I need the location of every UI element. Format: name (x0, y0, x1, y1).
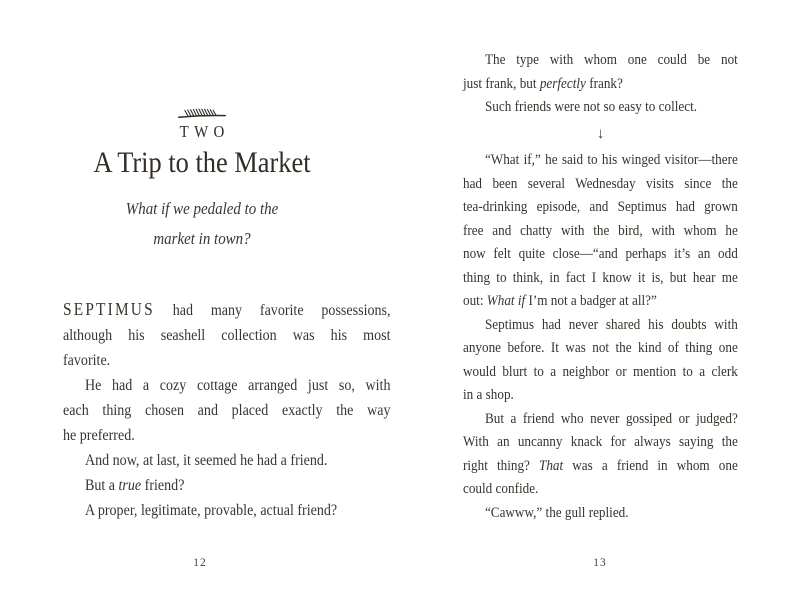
text-line (463, 96, 738, 120)
text-segment: I’m not a badger at all?” (525, 293, 657, 309)
text-segment: thing to think, in fact I know it is, but hear me (463, 269, 738, 286)
text-segment: A proper, legitimate, provable, actual friend? (84, 502, 338, 519)
text-segment: would blurt to a neighbor or mention to a clerk (463, 363, 738, 380)
text-line (463, 408, 738, 432)
text-segment: had many favorite possessions, (154, 302, 391, 319)
text-line (463, 267, 738, 291)
text-segment: in a shop. (463, 387, 514, 403)
right-page-text-bottom (463, 149, 738, 525)
text-line (463, 478, 738, 502)
page-number-right: 13 (593, 557, 607, 569)
text-segment: just frank, but (463, 75, 540, 92)
text-segment: friend? (141, 477, 185, 494)
text-segment: Such friends were not so easy to collect. (484, 99, 698, 115)
text-line (463, 337, 738, 361)
right-page-text-top (463, 49, 738, 120)
text-segment: With an uncanny knack for always saying the (463, 434, 738, 450)
page-number-left: 12 (193, 557, 207, 569)
text-segment: “Cawww,” the gull replied. (484, 504, 629, 521)
text-segment: “What if,” he said to his winged visitor—there (484, 152, 738, 168)
text-line (63, 498, 390, 523)
text-line (463, 243, 738, 267)
chapter-number: TWO (179, 122, 230, 141)
text-line (463, 502, 738, 526)
text-line (463, 173, 738, 197)
text-line (463, 290, 738, 314)
left-page-text (63, 297, 390, 523)
text-segment: was a friend in whom one (563, 457, 738, 474)
text-segment: out: (463, 293, 487, 309)
text-line (463, 384, 738, 408)
text-line (63, 473, 390, 498)
text-line (63, 423, 390, 448)
text-segment: What if (486, 293, 526, 309)
text-line (463, 220, 738, 244)
text-line (63, 373, 390, 398)
chapter-heading (80, 106, 325, 254)
text-line (463, 149, 738, 173)
text-segment: tea-drinking episode, and Septimus had grown (463, 199, 738, 215)
text-segment: had been several Wednesday visits since the (463, 175, 738, 192)
text-segment: The type with whom one could be not (484, 52, 738, 68)
text-line (463, 361, 738, 385)
epigraph-line: market in town? (153, 229, 251, 248)
text-segment: Septimus had never shared his doubts with (484, 316, 738, 333)
text-segment: perfectly (539, 75, 586, 92)
text-segment: frank? (585, 75, 623, 92)
text-segment: each thing chosen and placed exactly the way (63, 402, 391, 419)
text-line (463, 49, 738, 73)
text-segment: But a (84, 477, 119, 494)
text-segment: true (118, 477, 142, 494)
text-line (63, 398, 390, 423)
down-arrow-ornament-icon: ↓ (596, 126, 605, 142)
right-page-body-bottom (463, 149, 738, 525)
text-segment: SEPTIMUS (63, 299, 155, 319)
epigraph-line: What if we pedaled to the (125, 199, 279, 218)
text-line (463, 314, 738, 338)
text-segment: That (539, 457, 564, 474)
text-segment: could confide. (463, 481, 539, 497)
chapter-epigraph (80, 194, 325, 254)
right-page-body-top (463, 49, 738, 120)
left-page-body (63, 297, 391, 523)
text-segment: right thing? (463, 457, 540, 474)
text-line (63, 297, 390, 323)
text-segment: He had a cozy cottage arranged just so, with (84, 377, 391, 394)
text-line (463, 455, 738, 479)
text-segment: But a friend who never gossiped or judged? (484, 410, 738, 427)
text-line (463, 73, 738, 97)
text-line (63, 323, 390, 348)
text-line (63, 448, 390, 473)
text-segment: although his seashell collection was his most (63, 327, 391, 344)
text-segment: free and chatty with the bird, with whom he (463, 222, 738, 239)
text-segment: now felt quite close—“and perhaps it’s an odd (463, 246, 738, 262)
chapter-title: A Trip to the Market (93, 146, 311, 179)
text-segment: favorite. (63, 352, 111, 369)
text-line (463, 431, 738, 455)
fern-sprig-icon (177, 106, 226, 119)
text-segment: he preferred. (63, 427, 135, 444)
text-segment: anyone before. It was not the kind of thing one (463, 340, 738, 356)
text-segment: And now, at last, it seemed he had a friend. (84, 452, 328, 469)
text-line (63, 348, 390, 373)
text-line (463, 196, 738, 220)
